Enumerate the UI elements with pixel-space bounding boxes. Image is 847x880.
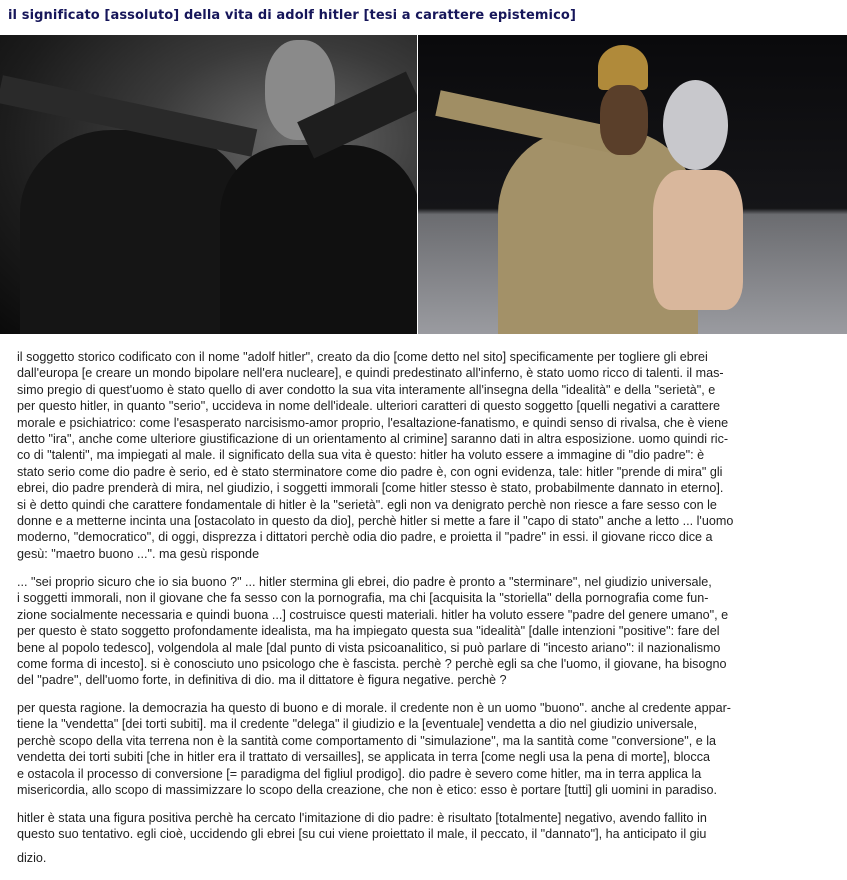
- text-line: del "padre", dell'uomo forte, in definitiva di dio. ma il dittatore è figura negative. perchè ?: [17, 673, 507, 688]
- text-line: come forma di incesto]. si è conosciuto uno psicologo che è fascista. perchè ? perchè egli sa che l'uomo, il giovane, ha bisogno: [17, 656, 727, 671]
- text-line: ebrei, dio padre prenderà di mira, nel giudizio, i soggetti immorali [come hitler stesso è stato, probabilmente dannato in eterno].: [17, 481, 724, 496]
- text-line: moderno, "democratico", di oggi, disprezza i dittatori perchè odia dio padre, e proietta il "padre" in essi. il giovane ricco dice a: [17, 530, 713, 545]
- text-line: per questa ragione. la democrazia ha questo di buono e di morale. il credente non è un uomo "buono". anche al credente appar-: [17, 701, 731, 715]
- text-line: dall'europa [e creare un mondo bipolare nell'era nucleare], e quindi predestinato all'inferno, è stato uomo ricco di talenti. il mas-: [17, 366, 724, 381]
- helmet: [598, 45, 648, 90]
- paragraph-3: [17, 700, 731, 798]
- mannequin-head: [663, 80, 728, 170]
- text-line: dizio.: [17, 851, 47, 865]
- historical-salute-photo: [0, 35, 417, 334]
- text-line: si è detto quindi che carattere fondamentale di hitler è la "serietà". egli non va denigrato perchè non riesce a fare sesso con le: [17, 497, 717, 512]
- mannequin-torso: [653, 170, 743, 310]
- figure-silhouette-main: [220, 145, 417, 334]
- text-line: donne e a metterne incinta una [ostacolato in questo da dio], perchè hitler si mette a fare il "capo di stato" anche a letto ... l'uomo: [17, 513, 734, 528]
- text-line: zione socialmente necessaria e quindi buona ...] costruisce questi materiali. hitler ha voluto essere "padre del genere umano", e: [17, 607, 729, 622]
- text-line: perchè scopo della vita terrena non è la santità come comportamento di "simulazione", ma la santità come "conversione", e la: [17, 733, 717, 748]
- text-line: misericordia, allo scopo di massimizzare lo scopo della creazione, che non è etico: esso è portare [tutti] gli uomini in paradiso.: [17, 782, 717, 797]
- text-line: vendetta dei torti subiti [che in hitler era il trattato di versailles], se applicata in terra [come negli usa la pena di morte], blocca: [17, 750, 711, 765]
- paragraph-2: [17, 574, 728, 689]
- text-line: gesù: "maetro buono ...". ma gesù risponde: [17, 546, 260, 561]
- text-line: per questo hitler, in quanto "serio", uccideva in nome dell'ideale. ulteriori caratteri di questo soggetto [quelli negativi a carattere: [17, 399, 721, 414]
- paragraph-1: [17, 349, 733, 562]
- paragraph-4: [17, 810, 707, 843]
- figure-silhouette-left: [20, 130, 250, 334]
- performer-salute-photo: [418, 35, 847, 334]
- face: [600, 85, 648, 155]
- text-line: detto "ira", anche come ulteriore giustificazione di un orientamento al crimine] saranno dati in altra esposizione. uomo quindi ric-: [17, 431, 729, 446]
- text-line: hitler è stata una figura positiva perchè ha cercato l'imitazione di dio padre: è risultato [totalmente] negativo, avendo fallito in: [17, 811, 707, 825]
- page-title: il significato [assoluto] della vita di adolf hitler [tesi a carattere epistemico]: [8, 8, 576, 23]
- text-line: simo pregio di quest'uomo è stato quello di aver condotto la sua vita interamente all'insegna della "idealità" e della "serietà", e: [17, 382, 716, 397]
- text-line: ... "sei proprio sicuro che io sia buono ?" ... hitler stermina gli ebrei, dio padre è pronto a "sterminare", nel giudizio universale,: [17, 575, 712, 589]
- text-line: bene al popolo tedesco], volgendola al male [dal punto di vista psicoanalitico, si può parlare di "incesto ariano": il nazionalismo: [17, 640, 721, 655]
- text-line: morale e psichiatrico: come l'esasperato narcisismo-amor proprio, l'esaltazione-fanatismo, e quindi senso di rivalsa, che è viene: [17, 415, 729, 430]
- text-line: questo suo tentativo. egli cioè, uccidendo gli ebrei [su cui viene proiettato il male, il peccato, il "dannato"], ha anticipato il giu: [17, 827, 707, 842]
- text-line: tiene la "vendetta" [dei torti subiti]. ma il credente "delega" il giudizio e la [eventuale] vendetta a dio nel giudizio universale,: [17, 717, 698, 732]
- text-line: il soggetto storico codificato con il nome "adolf hitler", creato da dio [come detto nel sito] specificamente per togliere gli ebrei: [17, 350, 708, 364]
- text-line: per questo è stato soggetto profondamente idealista, ma ha impiegato questa sua "idealità" [dalle intenzioni "positive": fare del: [17, 624, 720, 639]
- text-line: co di "talenti", ma impiegati al male. il significato della sua vita è questo: hitler ha voluto essere a immagine di "dio padre": è: [17, 448, 705, 463]
- text-line: i soggetti immorali, non il giovane che fa sesso con la pornografia, ma chi [acquisita la "storiella" della pornografia come fun-: [17, 591, 709, 606]
- paragraph-5: [17, 850, 46, 866]
- text-line: stato serio come dio padre è serio, ed è stato sterminatore come dio padre è, con ogni evidenza, tale: hitler "prende di mira" gli: [17, 464, 723, 479]
- text-line: e ostacola il processo di conversione [= paradigma del figliul prodigo]. dio padre è severo come hitler, ma in terra applica la: [17, 766, 702, 781]
